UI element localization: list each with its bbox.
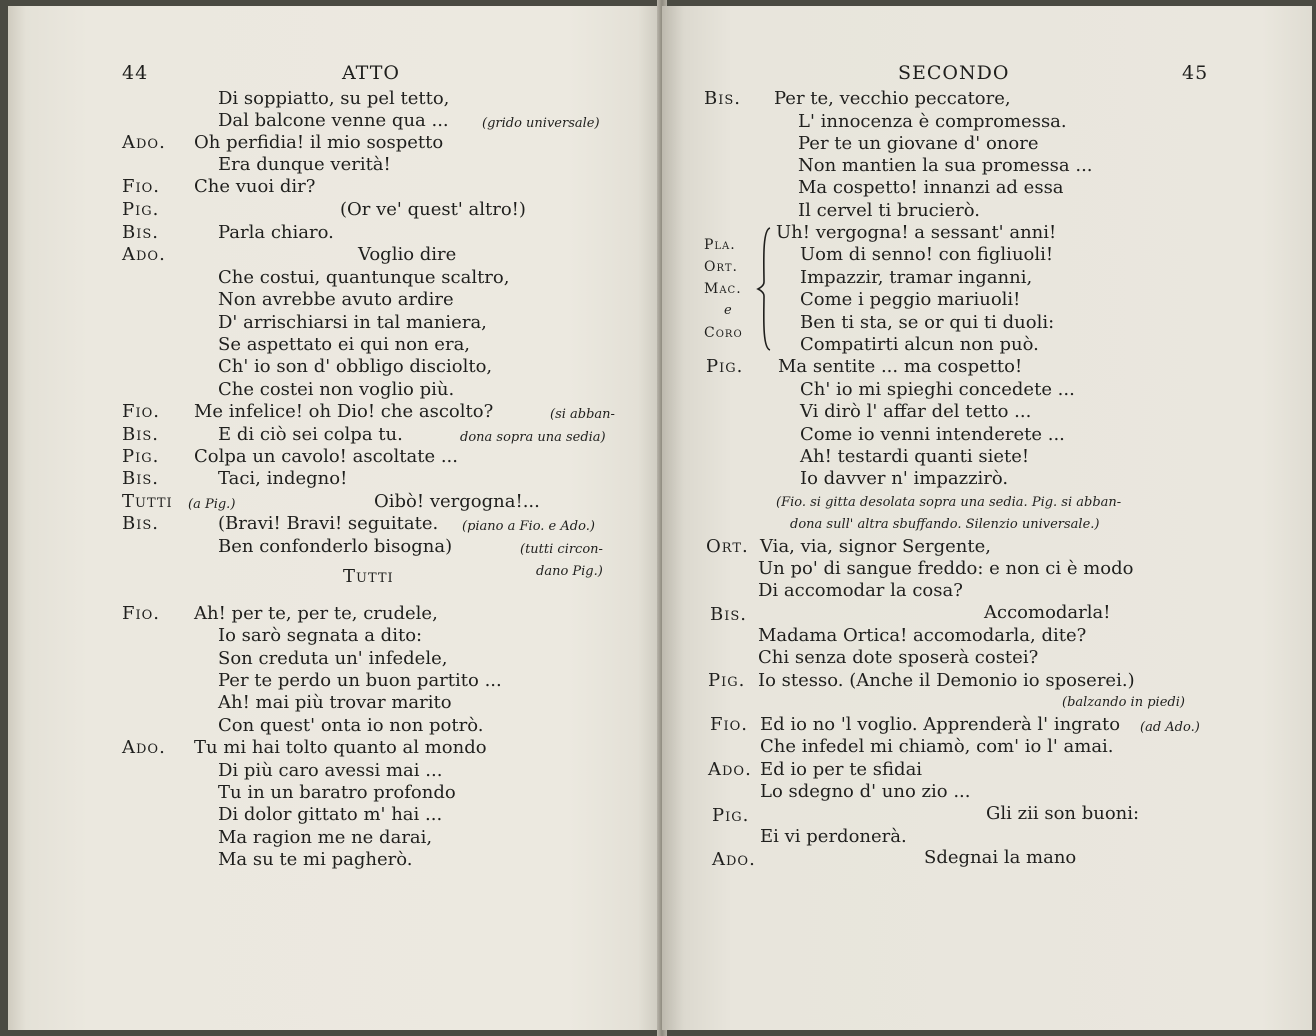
stage-direction: dona sopra una sedia) <box>460 430 606 445</box>
verse-line: Ma su te mi pagherò. <box>218 849 413 870</box>
verse-line: Ed io per te sfidai <box>760 759 923 780</box>
verse-line: Che costui, quantunque scaltro, <box>218 267 510 288</box>
speaker-label: Pig. <box>706 356 744 377</box>
verse-line: Come io venni intenderete ... <box>800 424 1065 445</box>
verse-line: Come i peggio mariuoli! <box>800 289 1021 310</box>
verse-line: Di accomodar la cosa? <box>758 580 963 601</box>
speaker-label: Bis. <box>122 424 159 445</box>
verse-line: Chi senza dote sposerà costei? <box>758 647 1039 668</box>
running-header-left: ATTO <box>342 62 400 84</box>
verse-line: Di dolor gittato m' hai ... <box>218 804 443 825</box>
verse-line: Ma sentite ... ma cospetto! <box>778 356 1023 377</box>
verse-line: Sdegnai la mano <box>924 847 1077 868</box>
speaker-label: Pig. <box>122 446 160 467</box>
verse-line: Taci, indegno! <box>218 468 348 489</box>
speaker-label: Pig. <box>712 805 750 826</box>
verse-line: Di più caro avessi mai ... <box>218 760 443 781</box>
stage-direction: (ad Ado.) <box>1140 720 1200 735</box>
verse-line: Parla chiaro. <box>218 222 334 243</box>
verse-line: Con quest' onta io non potrò. <box>218 715 484 736</box>
verse-line: Non mantien la sua promessa ... <box>798 155 1093 176</box>
verse-line: Uh! vergogna! a sessant' anni! <box>776 222 1057 243</box>
stage-direction: (piano a Fio. e Ado.) <box>462 519 595 534</box>
verse-line: Se aspettato ei qui non era, <box>218 334 471 355</box>
verse-line: Io davver n' impazzirò. <box>800 468 1009 489</box>
stage-direction: dano Pig.) <box>536 564 603 579</box>
section-heading: Tutti <box>343 566 394 587</box>
speaker-label: Bis. <box>122 222 159 243</box>
speaker-label: Tutti <box>122 491 173 512</box>
stage-direction: (tutti circon- <box>520 542 603 557</box>
speaker-label: Pla. <box>704 237 736 253</box>
stage-direction: (si abban- <box>550 407 615 422</box>
speaker-label: Fio. <box>122 176 161 197</box>
speaker-label: Ado. <box>712 849 756 870</box>
speaker-label: Pig. <box>708 670 746 691</box>
speaker-label: Coro <box>704 325 743 341</box>
verse-line: Il cervel ti brucierò. <box>798 200 980 221</box>
verse-line: (Or ve' quest' altro!) <box>340 199 526 220</box>
speaker-label: Fio. <box>122 401 161 422</box>
stage-direction: (a Pig.) <box>188 497 236 512</box>
verse-line: Ma ragion me ne darai, <box>218 827 433 848</box>
verse-line: Ch' io son d' obbligo disciolto, <box>218 356 493 377</box>
speaker-label: Mac. <box>704 281 742 297</box>
verse-line: Era dunque verità! <box>218 154 391 175</box>
verse-line: Lo sdegno d' uno zio ... <box>760 781 971 802</box>
verse-line: Che costei non voglio più. <box>218 379 455 400</box>
stage-direction: (grido universale) <box>482 116 600 131</box>
verse-line: Un po' di sangue freddo: e non ci è modo <box>758 558 1134 579</box>
verse-line: E di ciò sei colpa tu. <box>218 424 403 445</box>
verse-line: Madama Ortica! accomodarla, dite? <box>758 625 1087 646</box>
speaker-conjunction: e <box>724 303 732 318</box>
verse-line: Io sarò segnata a dito: <box>218 625 423 646</box>
verse-line: Che vuoi dir? <box>194 176 316 197</box>
verse-line: Colpa un cavolo! ascoltate ... <box>194 446 458 467</box>
verse-line: Ah! testardi quanti siete! <box>800 446 1030 467</box>
verse-line: Di soppiatto, su pel tetto, <box>218 88 450 109</box>
running-header-right: SECONDO <box>898 62 1010 84</box>
verse-line: Compatirti alcun non può. <box>800 334 1039 355</box>
verse-line: L' innocenza è compromessa. <box>798 111 1067 132</box>
speaker-label: Bis. <box>704 88 741 109</box>
verse-line: D' arrischiarsi in tal maniera, <box>218 312 487 333</box>
verse-line: Ben confonderlo bisogna) <box>218 536 453 557</box>
speaker-label: Fio. <box>122 603 161 624</box>
verse-line: Vi dirò l' affar del tetto ... <box>800 401 1032 422</box>
speaker-label: Bis. <box>122 468 159 489</box>
verse-line: Ei vi perdonerà. <box>760 826 907 847</box>
speaker-label: Bis. <box>122 513 159 534</box>
verse-line: Oibò! vergogna!... <box>374 491 540 512</box>
verse-line: Voglio dire <box>358 244 457 265</box>
verse-line: Per te un giovane d' onore <box>798 133 1039 154</box>
verse-line: Ah! per te, per te, crudele, <box>194 603 438 624</box>
verse-line: Ch' io mi spieghi concedete ... <box>800 379 1075 400</box>
verse-line: (Bravi! Bravi! seguitate. <box>218 513 439 534</box>
verse-line: Non avrebbe avuto ardire <box>218 289 454 310</box>
speaker-brace <box>756 226 774 352</box>
verse-line: Tu in un baratro profondo <box>218 782 456 803</box>
stage-direction: (balzando in piedi) <box>1062 695 1185 710</box>
stage-direction: dona sull' altra sbuffando. Silenzio universale.) <box>790 517 1100 532</box>
verse-line: Via, via, signor Sergente, <box>760 536 991 557</box>
verse-line: Ben ti sta, se or qui ti duoli: <box>800 312 1055 333</box>
speaker-label: Ado. <box>708 759 752 780</box>
verse-line: Uom di senno! con figliuoli! <box>800 244 1054 265</box>
verse-line: Per te perdo un buon partito ... <box>218 670 502 691</box>
speaker-label: Bis. <box>710 604 747 625</box>
speaker-label: Fio. <box>710 714 749 735</box>
verse-line: Impazzir, tramar inganni, <box>800 267 1033 288</box>
speaker-label: Ort. <box>706 536 749 557</box>
stage-direction: (Fio. si gitta desolata sopra una sedia. Pig. si abban- <box>776 495 1122 510</box>
verse-line: Dal balcone venne qua ... <box>218 110 449 131</box>
verse-line: Son creduta un' infedele, <box>218 648 448 669</box>
verse-line: Ah! mai più trovar marito <box>218 692 452 713</box>
speaker-label: Ado. <box>122 737 166 758</box>
verse-line: Ma cospetto! innanzi ad essa <box>798 177 1064 198</box>
speaker-label: Pig. <box>122 199 160 220</box>
page-number-left: 44 <box>122 62 149 84</box>
verse-line: Io stesso. (Anche il Demonio io sposerei.) <box>758 670 1135 691</box>
verse-line: Accomodarla! <box>984 602 1111 623</box>
speaker-label: Ado. <box>122 244 166 265</box>
verse-line: Me infelice! oh Dio! che ascolto? <box>194 401 494 422</box>
verse-line: Oh perfidia! il mio sospetto <box>194 132 444 153</box>
page-number-right: 45 <box>1182 62 1209 84</box>
verse-line: Tu mi hai tolto quanto al mondo <box>194 737 487 758</box>
speaker-label: Ort. <box>704 259 738 275</box>
speaker-label: Ado. <box>122 132 166 153</box>
verse-line: Per te, vecchio peccatore, <box>774 88 1011 109</box>
verse-line: Che infedel mi chiamò, com' io l' amai. <box>760 736 1114 757</box>
verse-line: Gli zii son buoni: <box>986 803 1140 824</box>
verse-line: Ed io no 'l voglio. Apprenderà l' ingrato <box>760 714 1121 735</box>
